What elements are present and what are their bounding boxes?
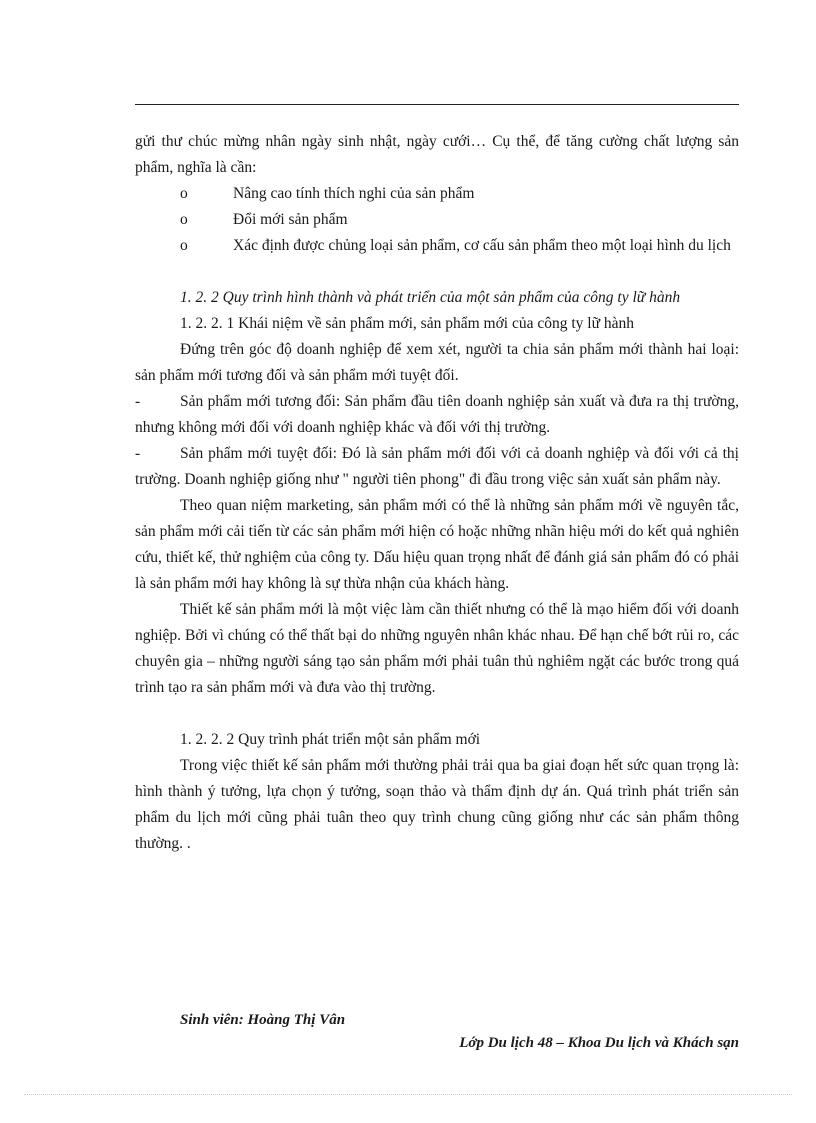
- paragraph-intro: gửi thư chúc mừng nhân ngày sinh nhật, ngày cưới… Cụ thể, để tăng cường chất lượng sản phẩm, nghĩa là cần:: [135, 133, 739, 176]
- paragraph-marketing: Theo quan niệm marketing, sản phẩm mới có thể là những sản phẩm mới về nguyên tắc, sản phẩm mới cải tiến từ các sản phẩm mới hiện có hoặc những nhãn hiệu mới do kết quả nghiên cứu, thiết kế, thử nghiệm của công ty. Dấu hiệu quan trọng nhất để đánh giá sản phẩm đó có phải là sản phẩm mới hay không là sự thừa nhận của khách hàng.: [135, 497, 739, 592]
- bullet-text: Xác định được chủng loại sản phẩm, cơ cấu sản phẩm theo một loại hình du lịch: [233, 237, 731, 254]
- dash-text: Sản phẩm mới tuyệt đối: Đó là sản phẩm mới đối với cả doanh nghiệp và đối với cả thị trường. Doanh nghiệp giống như " người tiên phong" đi đầu trong việc sản xuất sản phẩm này.: [135, 445, 739, 488]
- section-heading: 1. 2. 2 Quy trình hình thành và phát triển của một sản phẩm của công ty lữ hành: [180, 289, 681, 306]
- bullet-item: [135, 233, 739, 259]
- spacer: [135, 701, 739, 727]
- bullet-item: [135, 207, 739, 233]
- bullet-marker: o: [180, 211, 188, 228]
- dash-marker: -: [135, 393, 141, 410]
- student-signature: Sinh viên: Hoàng Thị Vân: [180, 1012, 346, 1028]
- class-info: Lớp Du lịch 48 – Khoa Du lịch và Khách sạn: [459, 1035, 739, 1051]
- paragraph-process: Trong việc thiết kế sản phẩm mới thường phải trải qua ba giai đoạn hết sức quan trọng là: hình thành ý tưởng, lựa chọn ý tưởng, soạn thảo và thẩm định dự án. Quá trình phát triển sản phẩm du lịch mới cũng phải tuân theo quy trình chung cũng giống như các sản phẩm thông thường. .: [135, 757, 739, 852]
- bullet-text: Đổi mới sản phẩm: [233, 211, 348, 228]
- dash-marker: -: [135, 445, 141, 462]
- bullet-marker: o: [180, 185, 188, 202]
- dash-item: [135, 389, 739, 441]
- footer-rule: [24, 1094, 792, 1095]
- bullet-item: [135, 181, 739, 207]
- paragraph-definition: Đứng trên góc độ doanh nghiệp để xem xét, người ta chia sản phẩm mới thành hai loại: sản phẩm mới tương đối và sản phẩm mới tuyệt đối.: [135, 341, 739, 384]
- dash-text: Sản phẩm mới tương đối: Sản phẩm đầu tiên doanh nghiệp sản xuất và đưa ra thị trường, nhưng không mới đối với doanh nghiệp khác và đối với thị trường.: [135, 393, 739, 436]
- document-body: [135, 129, 739, 857]
- spacer: [135, 259, 739, 285]
- header-rule: [135, 104, 739, 105]
- sub-heading-2: 1. 2. 2. 2 Quy trình phát triển một sản phẩm mới: [180, 731, 481, 748]
- sub-heading-1: 1. 2. 2. 1 Khái niệm về sản phẩm mới, sản phẩm mới của công ty lữ hành: [180, 315, 634, 332]
- bullet-text: Nâng cao tính thích nghi của sản phẩm: [233, 185, 475, 202]
- dash-item: [135, 441, 739, 493]
- bullet-marker: o: [180, 237, 188, 254]
- paragraph-design: Thiết kế sản phẩm mới là một việc làm cần thiết nhưng có thể là mạo hiểm đối với doanh nghiệp. Bởi vì chúng có thể thất bại do những nguyên nhân khác nhau. Để hạn chế bớt rủi ro, các chuyên gia – những người sáng tạo sản phẩm mới phải tuân thủ nghiêm ngặt các bước trong quá trình tạo ra sản phẩm mới và đưa vào thị trường.: [135, 601, 739, 696]
